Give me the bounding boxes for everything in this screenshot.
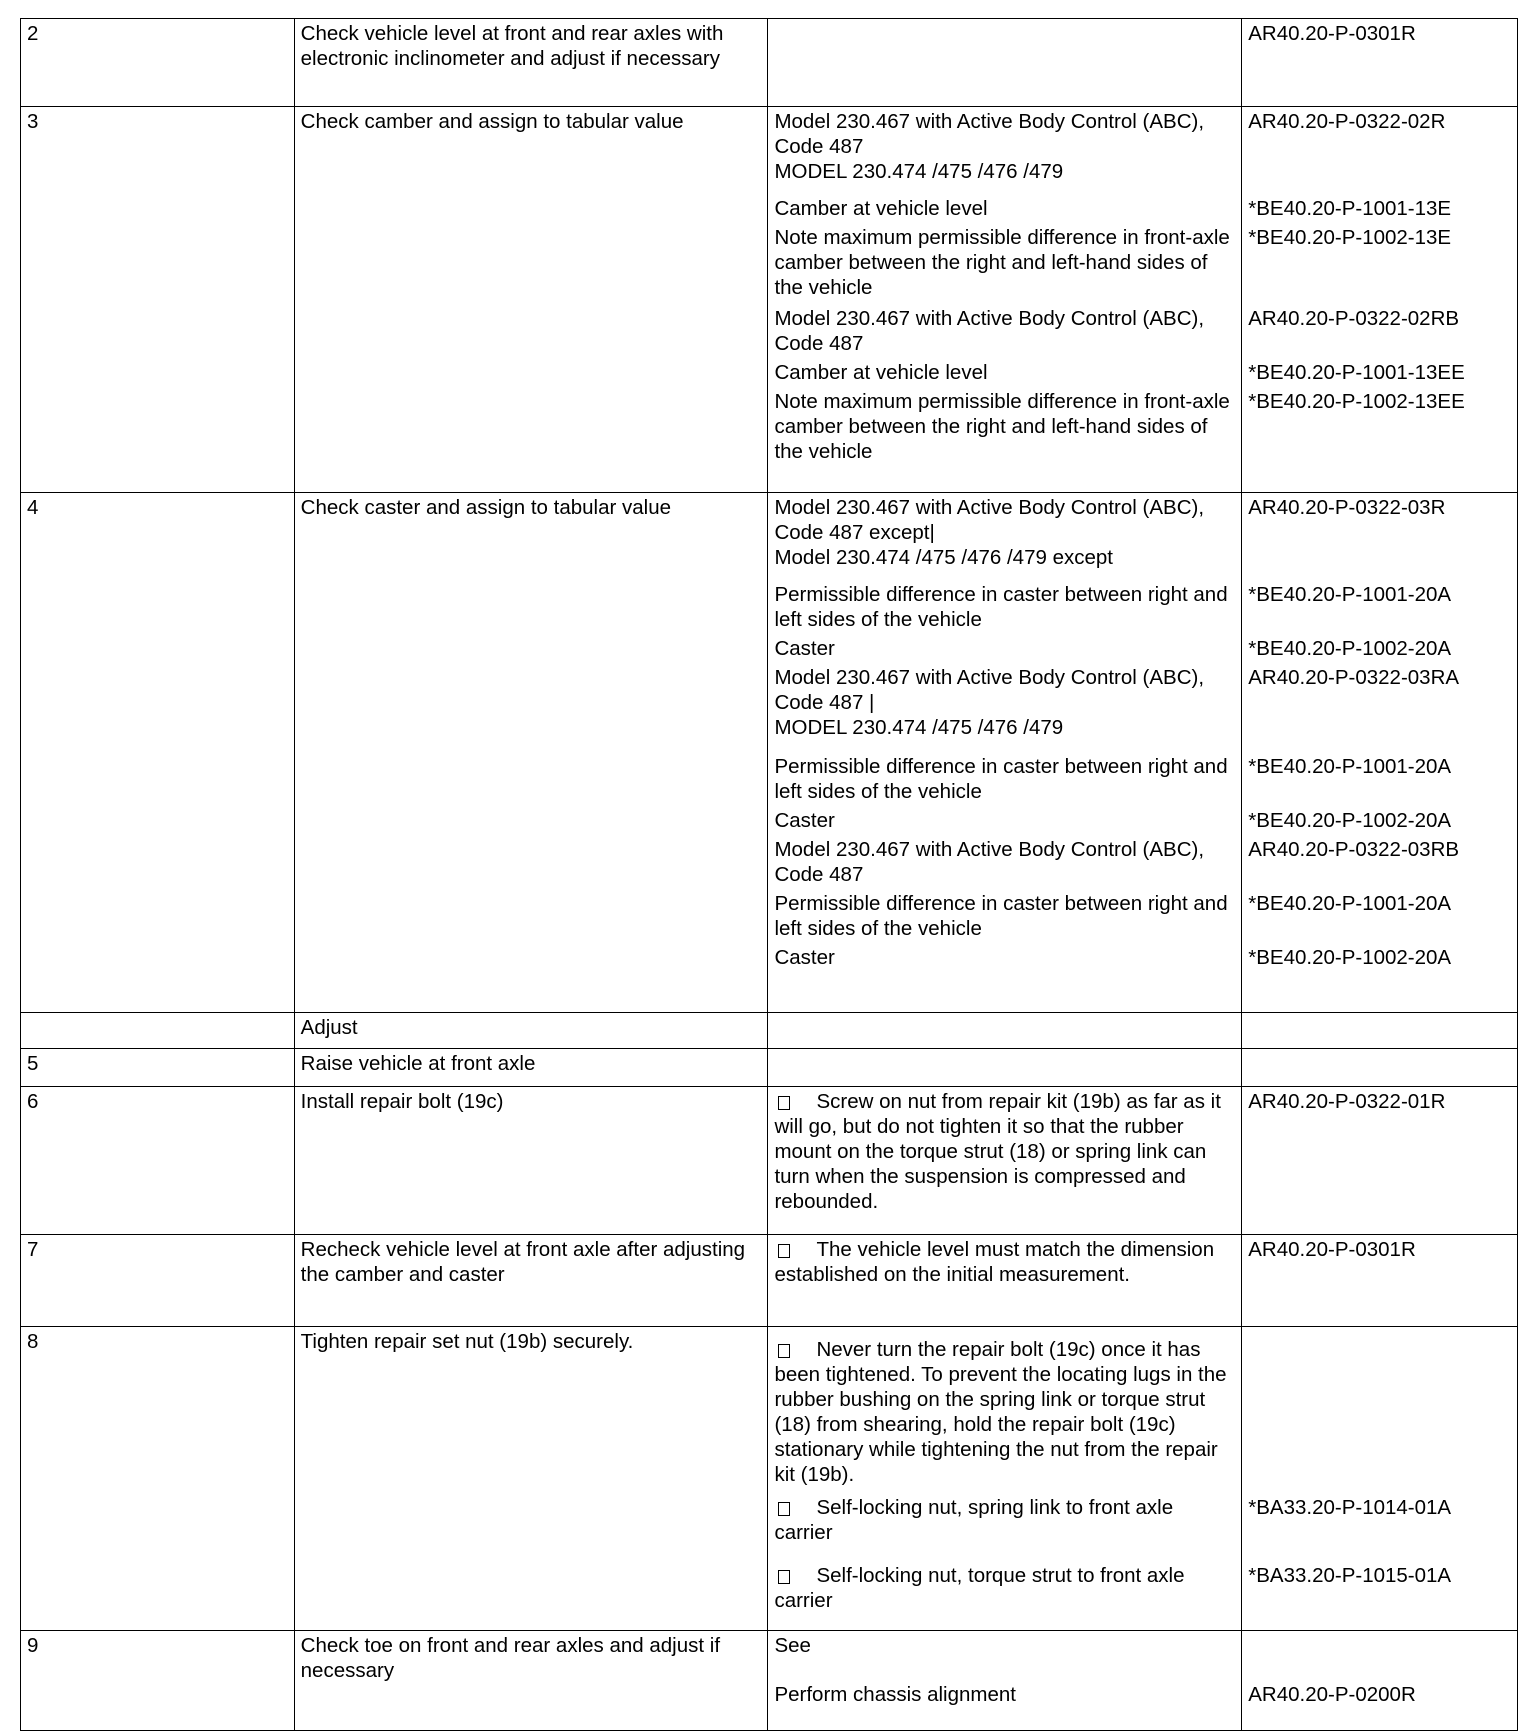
table-row — [21, 19, 1518, 107]
reference-code: AR40.20-P-0322-02R — [1248, 110, 1446, 133]
step-task: Tighten repair set nut (19b) securely. — [294, 1327, 768, 1631]
step-task: Check caster and assign to tabular value — [294, 493, 768, 1013]
step-details — [768, 1327, 1242, 1631]
table-row — [21, 1049, 1518, 1087]
reference-code: AR40.20-P-0322-03RA — [1248, 666, 1460, 689]
detail-text — [774, 389, 1235, 464]
detail-text — [774, 837, 1235, 887]
step-number: 5 — [21, 1049, 295, 1087]
step-number — [21, 1013, 295, 1049]
procedure-table-body — [21, 19, 1518, 1731]
step-details — [768, 1049, 1242, 1087]
reference-code: *BE40.20-P-1001-20A — [1248, 583, 1452, 606]
detail-line: Self-locking nut, spring link to front axle carrier — [774, 1496, 1174, 1544]
detail-text — [774, 665, 1235, 740]
reference-code: *BE40.20-P-1002-20A — [1248, 946, 1452, 969]
detail-text — [774, 945, 1235, 970]
step-references — [1242, 1087, 1518, 1235]
reference-code: *BE40.20-P-1001-20A — [1248, 755, 1452, 778]
checkbox-icon — [778, 1502, 790, 1516]
table-row — [21, 1087, 1518, 1235]
detail-text — [774, 225, 1235, 300]
reference-code — [1248, 1337, 1511, 1487]
detail-text — [774, 1682, 1235, 1707]
detail-text — [774, 495, 1235, 570]
table-row — [21, 1235, 1518, 1327]
detail-text — [774, 360, 1235, 385]
detail-line: Permissible difference in caster between right and left sides of the vehicle — [774, 583, 1228, 631]
detail-text — [774, 582, 1235, 632]
step-references — [1242, 1327, 1518, 1631]
detail-line: The vehicle level must match the dimension established on the initial measurement. — [774, 1238, 1215, 1286]
reference-code: *BE40.20-P-1002-13EE — [1248, 390, 1465, 413]
detail-text — [774, 1495, 1235, 1545]
step-references — [1242, 1013, 1518, 1049]
detail-line-2: MODEL 230.474 /475 /476 /479 — [774, 160, 1064, 183]
step-references — [1242, 19, 1518, 107]
procedure-table — [20, 18, 1518, 1731]
detail-line: Note maximum permissible difference in front-axle camber between the right and left-hand sides of the vehicle — [774, 390, 1230, 463]
detail-text — [774, 754, 1235, 804]
step-number: 6 — [21, 1087, 295, 1235]
detail-line: Permissible difference in caster between right and left sides of the vehicle — [774, 755, 1228, 803]
step-task: Raise vehicle at front axle — [294, 1049, 768, 1087]
detail-line-2: MODEL 230.474 /475 /476 /479 — [774, 716, 1064, 739]
step-references — [1242, 1631, 1518, 1731]
step-references — [1242, 107, 1518, 493]
detail-line: Model 230.467 with Active Body Control (ABC), Code 487 — [774, 110, 1205, 158]
detail-line: Caster — [774, 946, 835, 969]
detail-text — [774, 636, 1235, 661]
detail-text — [774, 1337, 1235, 1487]
step-details — [768, 19, 1242, 107]
step-number: 8 — [21, 1327, 295, 1631]
step-number: 2 — [21, 19, 295, 107]
step-details — [768, 1013, 1242, 1049]
reference-code: *BE40.20-P-1002-13E — [1248, 226, 1452, 249]
detail-line: Caster — [774, 809, 835, 832]
table-row — [21, 107, 1518, 493]
detail-line: Model 230.467 with Active Body Control (ABC), Code 487 | — [774, 666, 1205, 714]
reference-code: *BE40.20-P-1002-20A — [1248, 809, 1452, 832]
detail-text — [774, 196, 1235, 221]
reference-code: *BE40.20-P-1002-20A — [1248, 637, 1452, 660]
table-row — [21, 493, 1518, 1013]
detail-line: See — [774, 1634, 811, 1657]
detail-text — [774, 109, 1235, 184]
detail-line: Model 230.467 with Active Body Control (ABC), Code 487 — [774, 307, 1205, 355]
reference-code: AR40.20-P-0322-02RB — [1248, 307, 1460, 330]
step-references — [1242, 1235, 1518, 1327]
detail-line: Screw on nut from repair kit (19b) as far as it will go, but do not tighten it so that the rubber mount on the torque strut (18) or spring link can turn when the suspension is compressed and rebounded. — [774, 1090, 1221, 1213]
detail-line: Model 230.467 with Active Body Control (ABC), Code 487 except| — [774, 496, 1205, 544]
reference-code: AR40.20-P-0200R — [1248, 1683, 1416, 1706]
detail-line: Self-locking nut, torque strut to front axle carrier — [774, 1564, 1185, 1612]
step-number: 4 — [21, 493, 295, 1013]
step-details — [768, 107, 1242, 493]
step-number: 3 — [21, 107, 295, 493]
checkbox-icon — [778, 1344, 790, 1358]
detail-text — [774, 1633, 1235, 1658]
reference-code: *BA33.20-P-1015-01A — [1248, 1564, 1452, 1587]
step-task: Install repair bolt (19c) — [294, 1087, 768, 1235]
reference-code: *BE40.20-P-1001-13E — [1248, 197, 1452, 220]
reference-code — [1248, 1633, 1511, 1658]
reference-code: AR40.20-P-0301R — [1248, 22, 1416, 45]
step-details — [768, 1087, 1242, 1235]
detail-text — [774, 808, 1235, 833]
checkbox-icon — [778, 1570, 790, 1584]
step-references — [1242, 493, 1518, 1013]
step-task: Recheck vehicle level at front axle after adjusting the camber and caster — [294, 1235, 768, 1327]
step-details — [768, 1235, 1242, 1327]
reference-code: *BE40.20-P-1001-20A — [1248, 892, 1452, 915]
detail-line: Camber at vehicle level — [774, 197, 988, 220]
reference-code: AR40.20-P-0322-01R — [1248, 1090, 1446, 1113]
detail-line: Caster — [774, 637, 835, 660]
step-task: Check toe on front and rear axles and adjust if necessary — [294, 1631, 768, 1731]
detail-text — [774, 1563, 1235, 1613]
step-number: 7 — [21, 1235, 295, 1327]
table-row — [21, 1631, 1518, 1731]
detail-line: Perform chassis alignment — [774, 1683, 1016, 1706]
reference-code: AR40.20-P-0322-03R — [1248, 496, 1446, 519]
detail-line-2: Model 230.474 /475 /476 /479 except — [774, 546, 1113, 569]
detail-text — [774, 891, 1235, 941]
reference-code: *BA33.20-P-1014-01A — [1248, 1496, 1452, 1519]
detail-line: Never turn the repair bolt (19c) once it has been tightened. To prevent the locating lugs in the rubber bushing on the spring link or torque strut (18) from shearing, hold the repair bolt (19c) stationary while tightening the nut from the repair kit (19b). — [774, 1338, 1227, 1486]
detail-line: Model 230.467 with Active Body Control (ABC), Code 487 — [774, 838, 1205, 886]
detail-text — [774, 1237, 1235, 1287]
reference-code: *BE40.20-P-1001-13EE — [1248, 361, 1465, 384]
step-details — [768, 493, 1242, 1013]
table-row — [21, 1327, 1518, 1631]
step-number: 9 — [21, 1631, 295, 1731]
step-task: Adjust — [294, 1013, 768, 1049]
step-task: Check camber and assign to tabular value — [294, 107, 768, 493]
detail-line: Camber at vehicle level — [774, 361, 988, 384]
reference-code: AR40.20-P-0322-03RB — [1248, 838, 1460, 861]
table-row — [21, 1013, 1518, 1049]
checkbox-icon — [778, 1244, 790, 1258]
detail-text — [774, 1089, 1235, 1214]
detail-line: Note maximum permissible difference in front-axle camber between the right and left-hand sides of the vehicle — [774, 226, 1230, 299]
reference-code: AR40.20-P-0301R — [1248, 1238, 1416, 1261]
detail-line: Permissible difference in caster between right and left sides of the vehicle — [774, 892, 1228, 940]
step-task: Check vehicle level at front and rear axles with electronic inclinometer and adjust if necessary — [294, 19, 768, 107]
step-references — [1242, 1049, 1518, 1087]
checkbox-icon — [778, 1096, 790, 1110]
step-details — [768, 1631, 1242, 1731]
detail-text — [774, 306, 1235, 356]
